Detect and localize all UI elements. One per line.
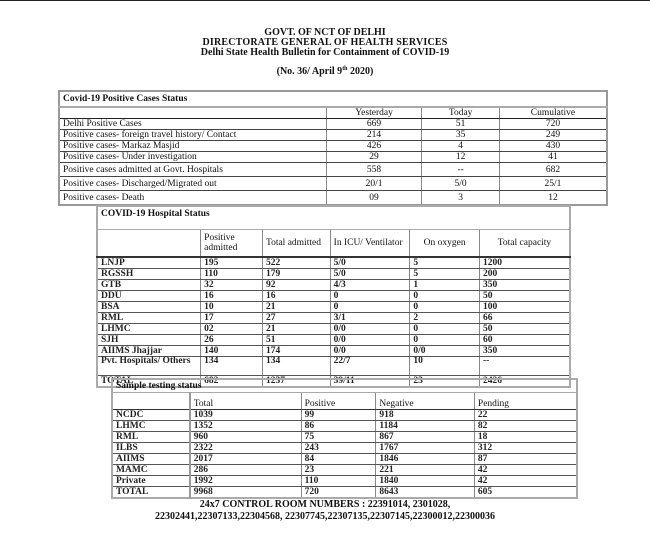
row-label: AIIMS: [112, 454, 190, 465]
bulletin-number: [0, 66, 650, 77]
cell: 522: [262, 257, 330, 269]
column-header: [59, 107, 326, 119]
cell: 0: [410, 302, 480, 313]
table-header-row: [59, 107, 607, 119]
table-row: [59, 191, 607, 206]
cell: 134: [201, 357, 263, 376]
row-label: BSA: [97, 302, 201, 313]
row-label: TOTAL: [116, 487, 149, 497]
cell: 720: [301, 487, 376, 499]
table-row: [112, 410, 577, 421]
cell: 1992: [190, 476, 301, 487]
cell: 1184: [376, 421, 475, 432]
cell: 12: [422, 152, 500, 163]
table-row: [59, 163, 607, 177]
cell: 0: [330, 302, 410, 313]
cell: 214: [326, 130, 422, 141]
cell: 21: [262, 324, 330, 335]
cell: 23: [410, 376, 480, 388]
cell: 5/0: [422, 177, 500, 191]
cell: 174: [262, 346, 330, 357]
cell: 0: [410, 324, 480, 335]
table-row: [97, 313, 570, 324]
table-row: [97, 291, 570, 302]
control-room-numbers-line2: 22302441,22307133,22304568, 22307745,22307135,22307145,22300012,22300036: [155, 511, 495, 522]
cell: 682: [201, 376, 263, 388]
row-label: TOTAL: [101, 376, 134, 386]
cell: 99: [301, 410, 376, 421]
row-label: RGSSH: [97, 269, 201, 280]
row-label: Positive cases- Death: [63, 192, 145, 203]
table-title: Sample testing status: [112, 379, 577, 393]
table-row: [59, 141, 607, 152]
column-header: Negative: [376, 393, 475, 410]
cell: 22: [474, 410, 577, 421]
bulletin-number-prefix: (No. 36/ April 9: [276, 66, 343, 77]
column-header: Cumulative: [499, 107, 607, 119]
column-header: In ICU/ Ventilator: [330, 230, 410, 258]
table-row: [112, 454, 577, 465]
cell: 12: [499, 191, 607, 206]
column-header: Total: [190, 393, 301, 410]
cell: 29: [326, 152, 422, 163]
column-header: Positive admitted: [201, 230, 263, 258]
govt-heading: GOVT. OF NCT OF DELHI: [264, 27, 386, 38]
control-room-numbers-line1: 24x7 CONTROL ROOM NUMBERS : 22391014, 2301028,: [199, 499, 451, 510]
cell: 22/7: [330, 357, 410, 376]
cell: 426: [326, 141, 422, 152]
row-label: RML: [97, 313, 201, 324]
row-label: RML: [112, 432, 190, 443]
cell: 23: [301, 465, 376, 476]
cell: 0: [330, 291, 410, 302]
column-header: Today: [422, 107, 500, 119]
table-row: [97, 346, 570, 357]
cell: 0/0: [330, 346, 410, 357]
row-label: DDU: [97, 291, 201, 302]
cell: 110: [201, 269, 263, 280]
cell: 1846: [376, 454, 475, 465]
table-row: [112, 421, 577, 432]
cell: 5/0: [330, 257, 410, 269]
cell: 26: [201, 335, 263, 346]
cell: 0: [410, 291, 480, 302]
cell: 5: [410, 257, 480, 269]
cell: 720: [499, 119, 607, 130]
cell: 27: [262, 313, 330, 324]
cell: 2017: [190, 454, 301, 465]
cell: 50: [479, 324, 570, 335]
cell: 134: [262, 357, 330, 376]
cell: 39/11: [330, 376, 410, 388]
table-row: [59, 177, 607, 191]
cell: 4: [422, 141, 500, 152]
cell: 5/0: [330, 269, 410, 280]
cell: 9968: [190, 487, 301, 499]
cell: 682: [499, 163, 607, 177]
cell: 1840: [376, 476, 475, 487]
table-header-row: [97, 230, 570, 258]
cell: 18: [474, 432, 577, 443]
table-row: [97, 324, 570, 335]
row-label: GTB: [97, 280, 201, 291]
row-label: SJH: [97, 335, 201, 346]
cell: 3/1: [330, 313, 410, 324]
positive-cases-table: [58, 90, 608, 206]
cell: 140: [201, 346, 263, 357]
cell: 41: [499, 152, 607, 163]
cell: 02: [201, 324, 263, 335]
cell: 84: [301, 454, 376, 465]
cell: 66: [479, 313, 570, 324]
cell: 8643: [376, 487, 475, 499]
cell: 17: [201, 313, 263, 324]
bulletin-number-suffix: 2020): [347, 66, 374, 77]
row-label: Positive cases admitted at Govt. Hospitals: [59, 163, 326, 177]
row-label: Positive cases- Markaz Masjid: [59, 141, 326, 152]
cell: 350: [479, 346, 570, 357]
column-header: Positive: [301, 393, 376, 410]
table-total-row: [112, 487, 577, 499]
table-row: [97, 257, 570, 269]
cell: 669: [326, 119, 422, 130]
cell: 42: [474, 465, 577, 476]
cell: 960: [190, 432, 301, 443]
cell: 82: [474, 421, 577, 432]
cell: 1: [410, 280, 480, 291]
top-border-line: [0, 0, 650, 1]
table-row: [112, 443, 577, 454]
table-header-row: [112, 393, 577, 410]
cell: 5: [410, 269, 480, 280]
cell: 51: [262, 335, 330, 346]
row-label: LHMC: [97, 324, 201, 335]
table-row: [97, 302, 570, 313]
table-title: Covid-19 Positive Cases Status: [59, 91, 607, 107]
column-header: [97, 230, 201, 258]
table-row: [112, 432, 577, 443]
hospital-status-table: [96, 205, 571, 388]
row-label: LNJP: [97, 257, 201, 269]
cell: 110: [301, 476, 376, 487]
cell: 09: [326, 191, 422, 206]
cell: 60: [479, 335, 570, 346]
column-header: Pending: [474, 393, 577, 410]
row-label: AIIMS Jhajjar: [97, 346, 201, 357]
row-label: ILBS: [112, 443, 190, 454]
cell: 312: [474, 443, 577, 454]
table-title: COVID-19 Hospital Status: [97, 206, 570, 230]
cell: 1237: [262, 376, 330, 388]
cell: 249: [499, 130, 607, 141]
table-row: [112, 465, 577, 476]
cell: 51: [422, 119, 500, 130]
row-label: LHMC: [112, 421, 190, 432]
bulletin-title: Delhi State Health Bulletin for Containment of COVID-19: [200, 47, 450, 58]
row-label: MAMC: [112, 465, 190, 476]
cell: 0: [410, 335, 480, 346]
sample-testing-table: [111, 378, 578, 499]
table-row: [97, 269, 570, 280]
cell: 179: [262, 269, 330, 280]
column-header: [112, 393, 190, 410]
cell: 0/0: [410, 346, 480, 357]
cell: 605: [474, 487, 577, 499]
row-label: Delhi Positive Cases: [59, 119, 326, 130]
cell: 100: [479, 302, 570, 313]
cell: 200: [479, 269, 570, 280]
cell: 867: [376, 432, 475, 443]
cell: 42: [474, 476, 577, 487]
row-label: Positive cases- Discharged/Migrated out: [59, 177, 326, 191]
directorate-heading: DIRECTORATE GENERAL OF HEALTH SERVICES: [202, 37, 448, 48]
cell: 0/0: [330, 335, 410, 346]
cell: 10: [410, 357, 480, 376]
cell: 3: [422, 191, 500, 206]
bulletin-number-sup: th: [342, 66, 348, 72]
table-row: [59, 119, 607, 130]
row-label: NCDC: [112, 410, 190, 421]
cell: 16: [262, 291, 330, 302]
table-row: [59, 130, 607, 141]
cell: 32: [201, 280, 263, 291]
cell: --: [422, 163, 500, 177]
cell: 75: [301, 432, 376, 443]
table-row: [59, 152, 607, 163]
cell: 221: [376, 465, 475, 476]
table-row: [97, 335, 570, 346]
row-label: Pvt. Hospitals/ Others: [97, 357, 201, 376]
cell: 25/1: [499, 177, 607, 191]
cell: 243: [301, 443, 376, 454]
cell: 87: [474, 454, 577, 465]
cell: 1200: [479, 257, 570, 269]
column-header: Yesterday: [326, 107, 422, 119]
cell: 2: [410, 313, 480, 324]
cell: 92: [262, 280, 330, 291]
cell: 0/0: [330, 324, 410, 335]
cell: 16: [201, 291, 263, 302]
cell: 1767: [376, 443, 475, 454]
cell: 558: [326, 163, 422, 177]
cell: 20/1: [326, 177, 422, 191]
column-header: On oxygen: [410, 230, 480, 258]
cell: 350: [479, 280, 570, 291]
column-header: Total admitted: [262, 230, 330, 258]
cell: 86: [301, 421, 376, 432]
table-row: [97, 280, 570, 291]
row-label: Private: [112, 476, 190, 487]
cell: 50: [479, 291, 570, 302]
cell: 4/3: [330, 280, 410, 291]
cell: --: [479, 357, 570, 376]
cell: 195: [201, 257, 263, 269]
column-header: Total capacity: [479, 230, 570, 258]
cell: 430: [499, 141, 607, 152]
row-label: Positive cases- Under investigation: [59, 152, 326, 163]
cell: 2322: [190, 443, 301, 454]
cell: 10: [201, 302, 263, 313]
cell: 2426: [479, 376, 570, 388]
cell: 1039: [190, 410, 301, 421]
cell: 1352: [190, 421, 301, 432]
table-row: [112, 476, 577, 487]
row-label: Positive cases- foreign travel history/ Contact: [59, 130, 326, 141]
cell: 286: [190, 465, 301, 476]
table-row: [97, 357, 570, 376]
cell: 35: [422, 130, 500, 141]
cell: 918: [376, 410, 475, 421]
cell: 21: [262, 302, 330, 313]
